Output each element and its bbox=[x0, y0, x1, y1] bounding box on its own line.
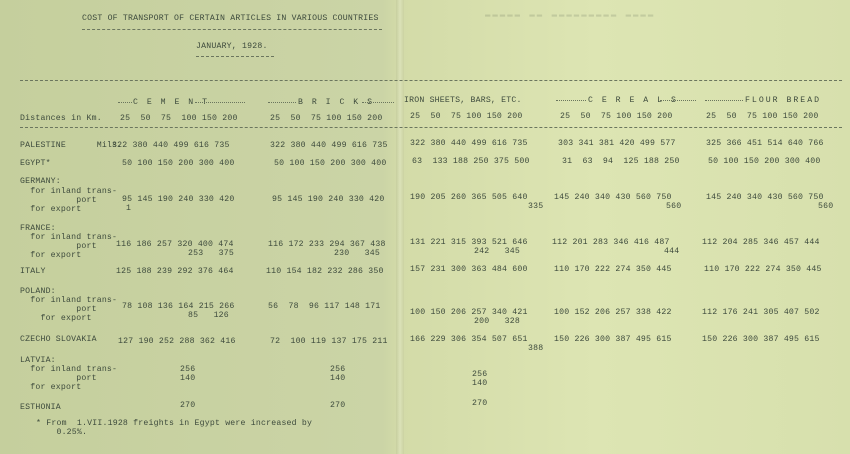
row-sublabel: for inland trans- port for export bbox=[30, 187, 118, 214]
cell-cereals-export: 444 bbox=[664, 247, 680, 256]
cell-iron: 166 229 306 354 507 651 bbox=[410, 335, 528, 344]
row-sublabel: for inland trans- port for export bbox=[30, 296, 118, 323]
cell-iron-export: 242 345 bbox=[474, 247, 521, 256]
cell-flour: 112 176 241 305 407 502 bbox=[702, 308, 820, 317]
row-label: POLAND: bbox=[20, 287, 56, 296]
cell-cement: 256 bbox=[180, 365, 196, 374]
cell-cereals: 31 63 94 125 188 250 bbox=[562, 157, 680, 166]
cell-cement-export: 85 126 bbox=[188, 311, 229, 320]
cell-flour: 145 240 340 430 560 750 bbox=[706, 193, 824, 202]
cell-cement-export: 140 bbox=[180, 374, 196, 383]
cell-flour: 110 170 222 274 350 445 bbox=[704, 265, 822, 274]
group-header-cereals: C E R E A L S bbox=[588, 96, 678, 105]
cell-bricks: 95 145 190 240 330 420 bbox=[272, 195, 385, 204]
bleed-through-text: ▬▬▬▬▬ ▬▬ ▬▬▬▬▬▬▬▬▬ ▬▬▬▬ bbox=[485, 10, 656, 20]
row-label: CZECHO SLOVAKIA bbox=[20, 335, 97, 344]
cell-cereals-export: 560 bbox=[666, 202, 682, 211]
cell-cement: 270 bbox=[180, 401, 196, 410]
document-title: COST OF TRANSPORT OF CERTAIN ARTICLES IN VARIOUS COUNTRIES bbox=[82, 14, 379, 23]
cell-bricks: 50 100 150 200 300 400 bbox=[274, 159, 387, 168]
row-label: FRANCE: bbox=[20, 224, 56, 233]
cell-bricks-export: 140 bbox=[330, 374, 346, 383]
row-label: LATVIA: bbox=[20, 356, 56, 365]
cell-cement: 50 100 150 200 300 400 bbox=[122, 159, 235, 168]
cell-cereals: 112 201 283 346 416 487 bbox=[552, 238, 670, 247]
cell-iron: 100 150 206 257 340 421 bbox=[410, 308, 528, 317]
cell-cement: 322 380 440 499 616 735 bbox=[112, 141, 230, 150]
distances-iron: 25 50 75 100 150 200 bbox=[410, 112, 523, 121]
cell-cement: 116 186 257 320 400 474 bbox=[116, 240, 234, 249]
cell-bricks: 56 78 96 117 148 171 bbox=[268, 302, 381, 311]
cell-cereals: 303 341 381 420 499 577 bbox=[558, 139, 676, 148]
cell-cement: 95 145 190 240 330 420 bbox=[122, 195, 235, 204]
cell-iron: 256 bbox=[472, 370, 488, 379]
table-top-rule bbox=[20, 80, 842, 81]
distances-flour: 25 50 75 100 150 200 bbox=[706, 112, 819, 121]
bricks-header-line-left bbox=[268, 102, 296, 103]
flour-header-line-left bbox=[705, 100, 743, 101]
date-underline bbox=[196, 56, 274, 57]
cell-iron-export: 388 bbox=[528, 344, 544, 353]
cereals-header-line-left bbox=[556, 100, 586, 101]
title-underline bbox=[82, 29, 382, 30]
cell-iron-export: 200 328 bbox=[474, 317, 521, 326]
cell-iron: 157 231 300 363 484 600 bbox=[410, 265, 528, 274]
header-bottom-rule bbox=[20, 127, 842, 128]
cell-bricks: 110 154 182 232 286 350 bbox=[266, 267, 384, 276]
group-header-iron: IRON SHEETS, BARS, ETC. bbox=[404, 96, 522, 105]
cell-cereals: 150 226 300 387 495 615 bbox=[554, 335, 672, 344]
row-label: EGYPT* bbox=[20, 159, 51, 168]
group-header-flour: FLOUR BREAD bbox=[745, 96, 822, 105]
cell-bricks: 270 bbox=[330, 401, 346, 410]
group-header-bricks: B R I C K S bbox=[298, 98, 375, 107]
bricks-header-line-right bbox=[362, 102, 394, 103]
cement-header-line-left bbox=[118, 102, 132, 103]
distances-bricks: 25 50 75 100 150 200 bbox=[270, 114, 383, 123]
cell-cement: 125 188 239 292 376 464 bbox=[116, 267, 234, 276]
cell-flour: 112 204 285 346 457 444 bbox=[702, 238, 820, 247]
row-sublabel: for inland trans- port for export bbox=[30, 365, 118, 392]
group-header-cement: C E M E N T bbox=[133, 98, 210, 107]
cell-flour: 50 100 150 200 300 400 bbox=[708, 157, 821, 166]
cereals-header-line-right bbox=[660, 100, 696, 101]
cell-bricks: 256 bbox=[330, 365, 346, 374]
cell-bricks: 322 380 440 499 616 735 bbox=[270, 141, 388, 150]
document-date: JANUARY, 1928. bbox=[196, 42, 268, 51]
row-label: GERMANY: bbox=[20, 177, 61, 186]
distances-cement: 25 50 75 100 150 200 bbox=[120, 114, 238, 123]
page-fold bbox=[396, 0, 404, 454]
cement-header-line-right bbox=[195, 102, 245, 103]
distances-cereals: 25 50 75 100 150 200 bbox=[560, 112, 673, 121]
cell-cement-export: 253 375 bbox=[188, 249, 235, 258]
cell-iron-export: 335 bbox=[528, 202, 544, 211]
cell-cereals: 145 240 340 430 560 750 bbox=[554, 193, 672, 202]
cell-bricks-export: 230 345 bbox=[334, 249, 381, 258]
cell-flour: 325 366 451 514 640 766 bbox=[706, 139, 824, 148]
cell-cement: 78 108 136 164 215 266 bbox=[122, 302, 235, 311]
distances-label: Distances in Km. bbox=[20, 114, 102, 123]
cell-cereals: 100 152 206 257 338 422 bbox=[554, 308, 672, 317]
cell-iron: 190 205 260 365 505 640 bbox=[410, 193, 528, 202]
cell-flour: 150 226 300 387 495 615 bbox=[702, 335, 820, 344]
row-sublabel: for inland trans- port for export bbox=[30, 233, 118, 260]
cell-bricks: 72 100 119 137 175 211 bbox=[270, 337, 388, 346]
cell-iron-export: 140 bbox=[472, 379, 488, 388]
cell-iron: 131 221 315 393 521 646 bbox=[410, 238, 528, 247]
cell-bricks: 116 172 233 294 367 438 bbox=[268, 240, 386, 249]
cell-cereals: 110 170 222 274 350 445 bbox=[554, 265, 672, 274]
cell-cement: 127 190 252 288 362 416 bbox=[118, 337, 236, 346]
row-label: PALESTINE Mils. bbox=[20, 141, 123, 150]
cell-iron: 63 133 188 250 375 500 bbox=[412, 157, 530, 166]
cell-flour-export: 560 bbox=[818, 202, 834, 211]
cell-cement-export: 1 bbox=[126, 204, 132, 213]
row-label: ESTHONIA bbox=[20, 403, 61, 412]
footnote: * From 1.VII.1928 freights in Egypt were increased by 0.25%. bbox=[36, 419, 313, 437]
cell-iron: 270 bbox=[472, 399, 488, 408]
cell-iron: 322 380 440 499 616 735 bbox=[410, 139, 528, 148]
row-label: ITALY bbox=[20, 267, 46, 276]
